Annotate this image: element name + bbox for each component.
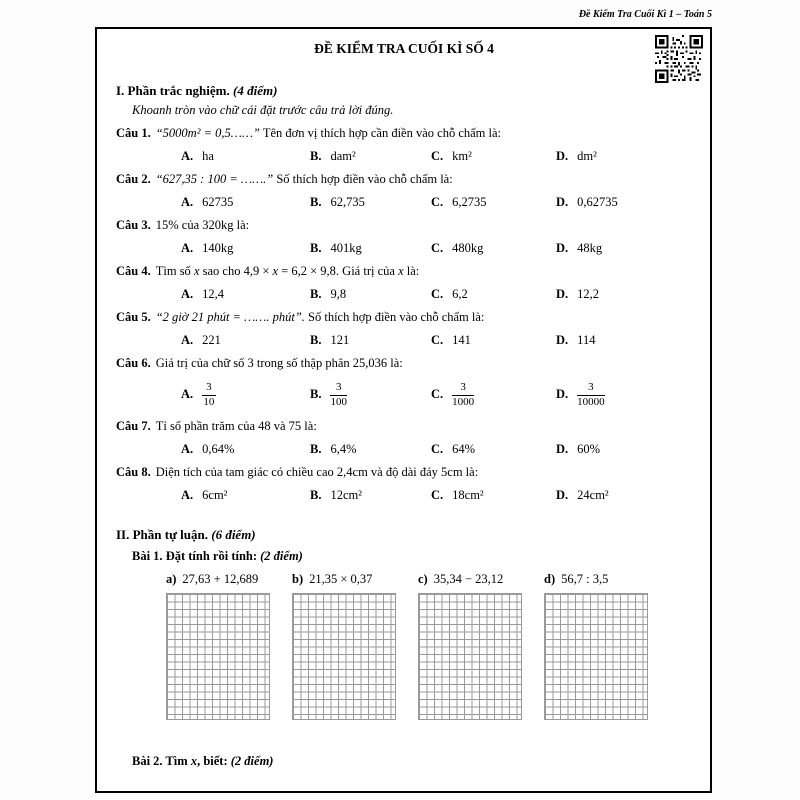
option-text: 114 — [577, 333, 596, 347]
section-i-heading — [116, 83, 692, 99]
option-text: 12cm² — [330, 488, 362, 502]
question-6 — [116, 352, 692, 375]
exercise-points: (2 điểm) — [260, 549, 303, 563]
exam-title: ĐỀ KIỂM TRA CUỐI KÌ SỐ 4 — [314, 41, 494, 56]
expression-value: 56,7 : 3,5 — [561, 572, 609, 586]
exercise-label: Bài 1. — [132, 549, 163, 563]
fraction — [202, 381, 216, 408]
expression-c — [418, 568, 544, 591]
question-label: Câu 8. — [116, 465, 151, 479]
fraction-numerator: 3 — [577, 381, 605, 395]
option-text: 9,8 — [330, 287, 347, 301]
option-label: A. — [181, 386, 194, 401]
fraction-denominator: 10000 — [577, 395, 605, 408]
question-label: Câu 3. — [116, 218, 151, 232]
option-c — [431, 438, 556, 461]
question-1-options — [181, 145, 692, 168]
option-c — [431, 191, 556, 214]
option-text: 0,62735 — [577, 195, 618, 209]
variable-x: x — [190, 754, 198, 768]
fraction-numerator: 3 — [202, 381, 216, 395]
option-text: 12,2 — [577, 287, 600, 301]
question-text: Số thích hợp điền vào chỗ chấm là: — [308, 310, 485, 324]
option-label: D. — [556, 488, 569, 502]
question-8-options — [181, 484, 692, 507]
question-text: = 6,2 × 9,8. Giá trị của — [278, 264, 399, 278]
option-text: 62,735 — [330, 195, 365, 209]
option-d — [556, 283, 692, 306]
exercise-title: Đặt tính rồi tính: — [165, 549, 258, 563]
option-text: 6cm² — [202, 488, 228, 502]
option-label: B. — [310, 333, 322, 347]
option-label: C. — [431, 333, 444, 347]
option-text: 141 — [452, 333, 471, 347]
fraction — [330, 381, 347, 408]
fraction-numerator: 3 — [452, 381, 474, 395]
option-text: 401kg — [330, 241, 362, 255]
option-label: B. — [310, 488, 322, 502]
option-b — [310, 283, 431, 306]
option-b — [310, 438, 431, 461]
option-d — [556, 145, 692, 168]
option-c — [431, 237, 556, 260]
fraction — [577, 381, 605, 408]
question-label: Câu 5. — [116, 310, 151, 324]
option-label: C. — [431, 488, 444, 502]
question-label: Câu 1. — [116, 126, 151, 140]
option-text: 6,2735 — [452, 195, 487, 209]
option-b — [310, 484, 431, 507]
question-label: Câu 6. — [116, 356, 151, 370]
option-label: A. — [181, 488, 194, 502]
exercise-points: (2 điểm) — [230, 754, 274, 768]
option-text: ha — [202, 149, 214, 163]
variable-x: x — [398, 264, 404, 278]
option-label: A. — [181, 195, 194, 209]
option-label: A. — [181, 241, 194, 255]
answer-grid-c — [418, 593, 522, 720]
option-d — [556, 438, 692, 461]
option-b — [310, 145, 431, 168]
question-text: Giá trị của chữ số 3 trong số thập phân 25,036 là: — [155, 356, 403, 370]
option-c — [431, 329, 556, 352]
option-a — [181, 145, 310, 168]
option-d — [556, 237, 692, 260]
option-label: C. — [431, 149, 444, 163]
question-5-options — [181, 329, 692, 352]
answer-grid-b — [292, 593, 396, 720]
exercise-title-text: Tìm — [165, 754, 191, 768]
question-quote: “2 giờ 21 phút = ……. phút”. — [155, 310, 305, 324]
option-a — [181, 438, 310, 461]
question-text: Tên đơn vị thích hợp cần điền vào chỗ chấm là: — [262, 126, 502, 140]
expression-label: b) — [292, 572, 304, 586]
option-label: C. — [431, 442, 444, 456]
question-quote: “5000m² = 0,5……” — [155, 126, 260, 140]
section-i-title: I. Phần trắc nghiệm. — [116, 83, 230, 98]
section-ii-points: (6 điểm) — [211, 527, 256, 542]
section-i-points: (4 điểm) — [233, 83, 278, 98]
option-label: D. — [556, 287, 569, 301]
question-text: Tỉ số phần trăm của 48 và 75 là: — [155, 419, 317, 433]
expression-label: a) — [166, 572, 177, 586]
option-label: D. — [556, 195, 569, 209]
option-label: D. — [556, 442, 569, 456]
exercise-title-text: , biết: — [197, 754, 228, 768]
option-c — [431, 381, 556, 408]
exercise-label: Bài 2. — [132, 754, 163, 768]
qr-code — [655, 35, 703, 83]
option-b — [310, 237, 431, 260]
expression-label: c) — [418, 572, 428, 586]
fraction-denominator: 10 — [203, 395, 215, 408]
fraction-denominator: 100 — [330, 395, 347, 408]
exercise-1-expressions — [166, 568, 692, 591]
question-1 — [116, 122, 692, 145]
option-label: A. — [181, 149, 194, 163]
work-grids — [166, 593, 692, 720]
option-text: 0,64% — [202, 442, 235, 456]
variable-x: x — [193, 264, 200, 278]
option-text: 48kg — [577, 241, 603, 255]
question-6-options — [181, 375, 692, 415]
option-text: 62735 — [202, 195, 234, 209]
option-text: 6,2 — [452, 287, 468, 301]
question-4 — [116, 260, 692, 283]
instruction: Khoanh tròn vào chữ cái đặt trước câu trả lời đúng. — [132, 103, 394, 117]
option-label: B. — [310, 287, 322, 301]
option-label: D. — [556, 241, 569, 255]
variable-x: x — [272, 264, 279, 278]
answer-grid-a — [166, 593, 270, 720]
expression-a — [166, 568, 292, 591]
option-label: C. — [431, 195, 444, 209]
option-label: B. — [310, 149, 322, 163]
question-label: Câu 2. — [116, 172, 151, 186]
question-text: là: — [403, 264, 420, 278]
question-3 — [116, 214, 692, 237]
option-text: km² — [452, 149, 472, 163]
question-text: Tìm số — [155, 264, 194, 278]
option-a — [181, 191, 310, 214]
expression-value: 27,63 + 12,689 — [182, 572, 259, 586]
option-label: C. — [431, 241, 444, 255]
section-ii-heading — [116, 527, 692, 543]
exercise-1-heading — [132, 545, 692, 568]
option-label: B. — [310, 442, 322, 456]
option-d — [556, 381, 692, 408]
option-a — [181, 237, 310, 260]
option-text: 64% — [452, 442, 476, 456]
option-text: 6,4% — [330, 442, 357, 456]
option-a — [181, 283, 310, 306]
question-2 — [116, 168, 692, 191]
question-2-options — [181, 191, 692, 214]
answer-grid-d — [544, 593, 648, 720]
question-text: Diện tích của tam giác có chiều cao 2,4cm và độ dài đáy 5cm là: — [155, 465, 479, 479]
option-a — [181, 381, 310, 408]
expression-value: 21,35 × 0,37 — [309, 572, 373, 586]
option-a — [181, 329, 310, 352]
question-4-options — [181, 283, 692, 306]
option-d — [556, 484, 692, 507]
option-text: 221 — [202, 333, 221, 347]
question-text: sao cho 4,9 × — [199, 264, 273, 278]
section-ii-title: II. Phần tự luận. — [116, 527, 208, 542]
option-a — [181, 484, 310, 507]
question-label: Câu 4. — [116, 264, 151, 278]
option-label: A. — [181, 333, 194, 347]
exercise-2-heading — [132, 750, 692, 773]
option-label: B. — [310, 195, 322, 209]
option-b — [310, 381, 431, 408]
option-text: 60% — [577, 442, 601, 456]
question-text: Số thích hợp điền vào chỗ chấm là: — [276, 172, 453, 186]
option-text: dm² — [577, 149, 597, 163]
option-c — [431, 484, 556, 507]
expression-label: d) — [544, 572, 556, 586]
option-text: 480kg — [452, 241, 484, 255]
expression-b — [292, 568, 418, 591]
option-text: 140kg — [202, 241, 234, 255]
question-8 — [116, 461, 692, 484]
option-label: B. — [310, 241, 322, 255]
option-label: D. — [556, 386, 569, 401]
question-text: 15% của 320kg là: — [155, 218, 250, 232]
fraction-denominator: 1000 — [452, 395, 475, 408]
fraction-numerator: 3 — [330, 381, 347, 395]
exam-paper — [95, 27, 712, 793]
expression-value: 35,34 − 23,12 — [433, 572, 504, 586]
running-header: Đề Kiểm Tra Cuối Kì 1 – Toán 5 — [578, 9, 712, 20]
expression-d — [544, 568, 692, 591]
exercise-title — [165, 754, 227, 768]
question-label: Câu 7. — [116, 419, 151, 433]
question-5 — [116, 306, 692, 329]
fraction — [452, 381, 474, 408]
option-text: 18cm² — [452, 488, 484, 502]
option-label: C. — [431, 287, 444, 301]
option-label: A. — [181, 442, 194, 456]
option-c — [431, 145, 556, 168]
option-label: A. — [181, 287, 194, 301]
question-3-options — [181, 237, 692, 260]
question-7 — [116, 415, 692, 438]
option-d — [556, 329, 692, 352]
option-text: dam² — [330, 149, 356, 163]
option-b — [310, 329, 431, 352]
option-label: D. — [556, 333, 569, 347]
option-text: 12,4 — [202, 287, 225, 301]
option-b — [310, 191, 431, 214]
option-label: B. — [310, 386, 322, 401]
option-label: D. — [556, 149, 569, 163]
option-text: 24cm² — [577, 488, 609, 502]
question-quote: “627,35 : 100 = …….” — [155, 172, 274, 186]
option-text: 121 — [330, 333, 350, 347]
option-d — [556, 191, 692, 214]
option-c — [431, 283, 556, 306]
question-7-options — [181, 438, 692, 461]
option-label: C. — [431, 386, 444, 401]
